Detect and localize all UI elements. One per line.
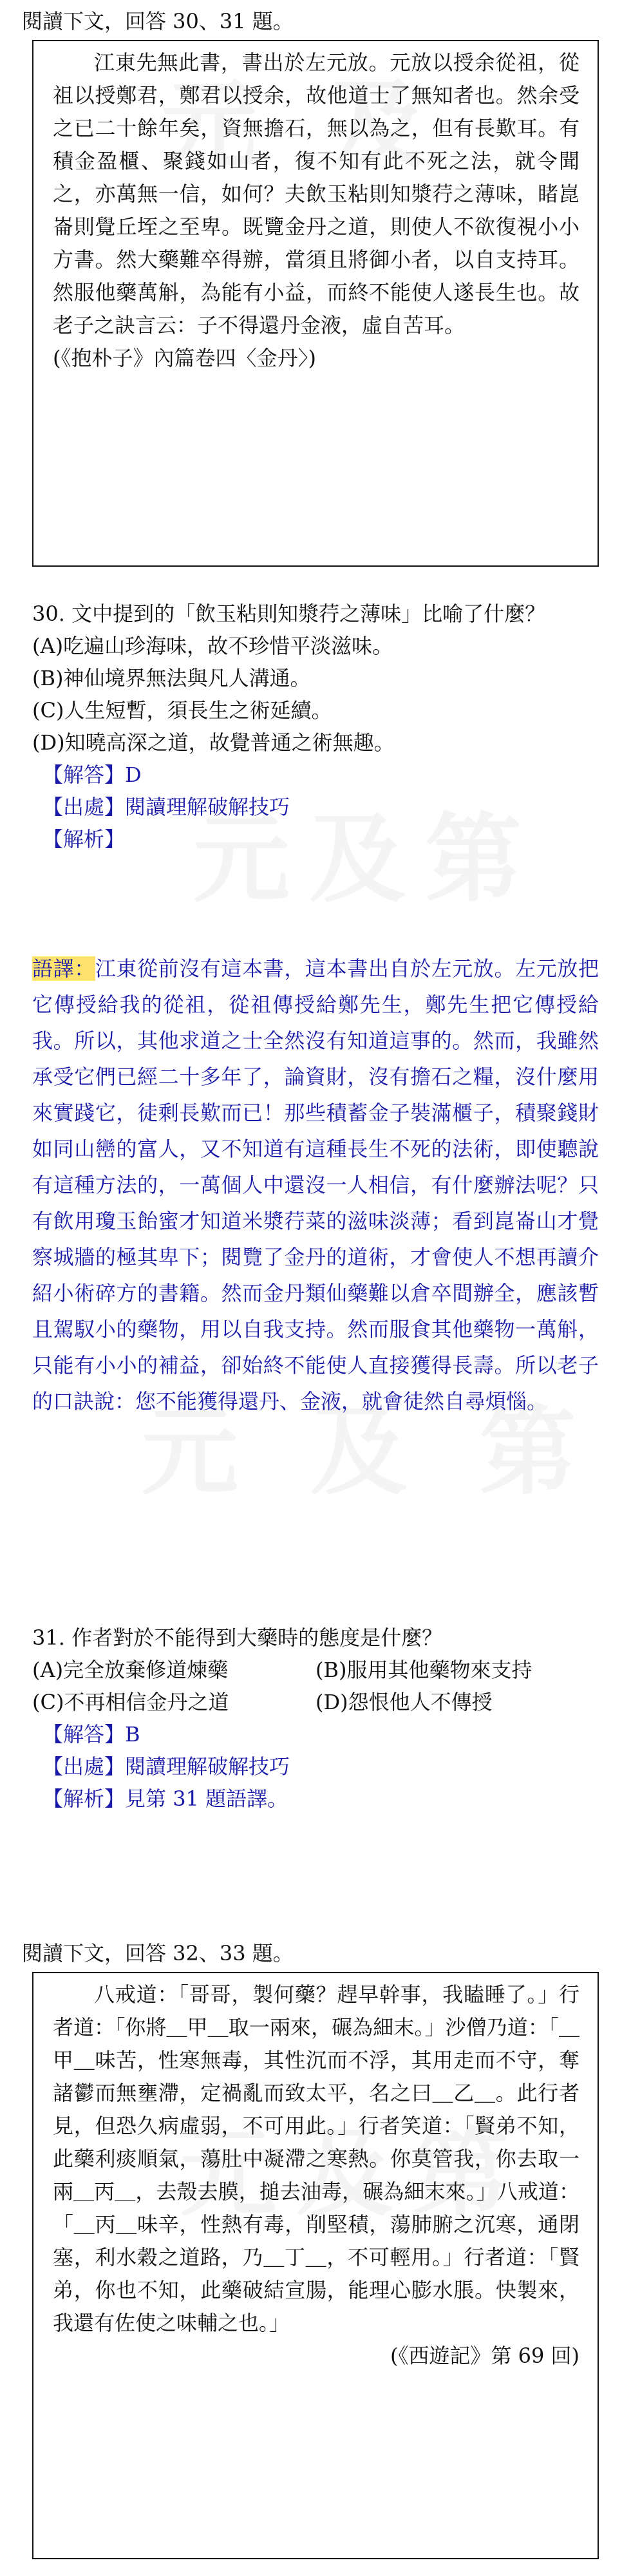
question-30-option-b: (B)神仙境界無法與凡人溝通。 [32,666,311,690]
answer-label: 【解答】 [42,1722,126,1747]
question-31-options-row-1 [32,1654,599,1686]
answer-value: B [125,1722,140,1747]
translation-text: 江東從前沒有這本書，這本書出自於左元放。左元放把它傳授給我的從祖，從祖傳授給鄭先生，鄭先生把它傳授給我。所以，其他求道之士全然沒有知道這事的。然而，我雖然承受它們已經二十多年了，論資財，沒有擔石之糧，沒什麼用來實踐它，徒剩長歎而已！那些積蓄金子裝滿櫃子，積聚錢財如同山巒的富人，又不知道有這種長生不死的法術，即使聽說有這種方法的，一萬個人中還沒一人相信，有什麼辦法呢？只有飲用瓊玉飴蜜才知道米漿荇菜的滋味淡薄；看到崑崙山才覺察城牆的極其卑下；閱覽了金丹的道術，才會使人不想再讀介紹小術碎方的書籍。然而金丹類仙藥難以倉卒間辦全，應該暫且駕馭小的藥物，用以自我支持。然而服食其他藥物一萬斛，只能有小小的補益，卻始終不能使人直接獲得長壽。所以老子的口訣說：您不能獲得還丹、金液，就會徒然自尋煩惱。 [32,956,599,1414]
answer-label: 【解答】 [42,762,126,787]
question-31 [32,1622,599,1815]
question-31-option-c: (C)不再相信金丹之道 [32,1690,229,1714]
source-label: 【出處】 [42,1754,126,1779]
passage-2-box [32,1972,599,2559]
answer-line [32,1718,599,1750]
explain-label: 【解析】 [42,827,126,851]
passage-2-source: (《西遊記》第 69 回) [390,2344,579,2368]
source-label: 【出處】 [42,795,126,819]
passage-1-intro: 閱讀下文，回答 30、31 題。 [22,9,294,33]
question-30-stem: 30. 文中提到的「飲玉粘則知漿荇之薄味」比喻了什麼？ [32,601,546,626]
passage-1-text: 江東先無此書，書出於左元放。元放以授余從祖，從祖以授鄭君，鄭君以授余，故他道士了無知者也。然余受之已二十餘年矣，資無擔石，無以為之，但有長歎耳。有積金盈櫃、聚錢如山者，復不知有此不死之法，就令聞之，亦萬無一信，如何？夫飲玉粘則知漿荇之薄味，睹崑崙則覺丘垤之至卑。既覽金丹之道，則使人不欲復視小小方書。然大藥難卒得辦，當須且將御小者，以自支持耳。然服他藥萬斛，為能有小益，而終不能使人遂長生也。故老子之訣言云：子不得還丹金液，虛自苦耳。 [53,50,579,337]
passage-1-source: (《抱朴子》內篇卷四〈金丹〉) [53,346,316,370]
source-line [32,791,599,823]
question-31-options-row-2 [32,1686,599,1718]
question-30 [32,598,599,855]
question-31-option-a: (A)完全放棄修道煉藥 [32,1658,229,1682]
answer-line [32,759,599,791]
passage-1-box [32,40,599,567]
question-30-option-a: (A)吃遍山珍海味，故不珍惜平淡滋味。 [32,634,393,658]
passage-2-intro: 閱讀下文，回答 32、33 題。 [22,1941,294,1965]
question-30-option-c: (C)人生短暫，須長生之術延續。 [32,698,332,723]
source-value: 閱讀理解破解技巧 [125,795,290,819]
source-value: 閱讀理解破解技巧 [125,1754,290,1779]
question-31-option-d: (D)怨恨他人不傳授 [316,1690,493,1714]
answer-value: D [125,762,142,787]
question-30-translation [32,951,599,1419]
explain-line [32,1783,599,1815]
question-31-option-b: (B)服用其他藥物來支持 [316,1658,532,1682]
source-line [32,1750,599,1783]
explain-value: 見第 31 題語譯。 [125,1786,288,1811]
explain-label: 【解析】 [42,1786,126,1811]
question-31-stem: 31. 作者對於不能得到大藥時的態度是什麼？ [32,1625,443,1650]
translation-label: 語譯： [32,956,95,981]
passage-2-text: 八戒道：「哥哥，製何藥？趕早幹事，我瞌睡了。」行者道：「你將＿甲＿取一兩來，碾為細末。」沙僧乃道：「＿甲＿味苦，性寒無毒，其性沉而不浮，其用走而不守，奪諸鬱而無壅滯，定禍亂而致太平，名之曰＿乙＿。此行者見，但恐久病虛弱，不可用此。」行者笑道：「賢弟不知，此藥利痰順氣，蕩肚中凝滯之寒熱。你莫管我，你去取一兩＿丙＿，去殼去膜，搥去油毒，碾為細末來。」八戒道：「＿丙＿味辛，性熱有毒，削堅積，蕩肺腑之沉寒，通閉塞，利水穀之道路，乃＿丁＿，不可輕用。」行者道：「賢弟，你也不知，此藥破結宣腸，能理心膨水脹。快製來，我還有佐使之味輔之也。」 [53,1982,579,2335]
question-30-option-d: (D)知曉高深之道，故覺普通之術無趣。 [32,730,395,755]
